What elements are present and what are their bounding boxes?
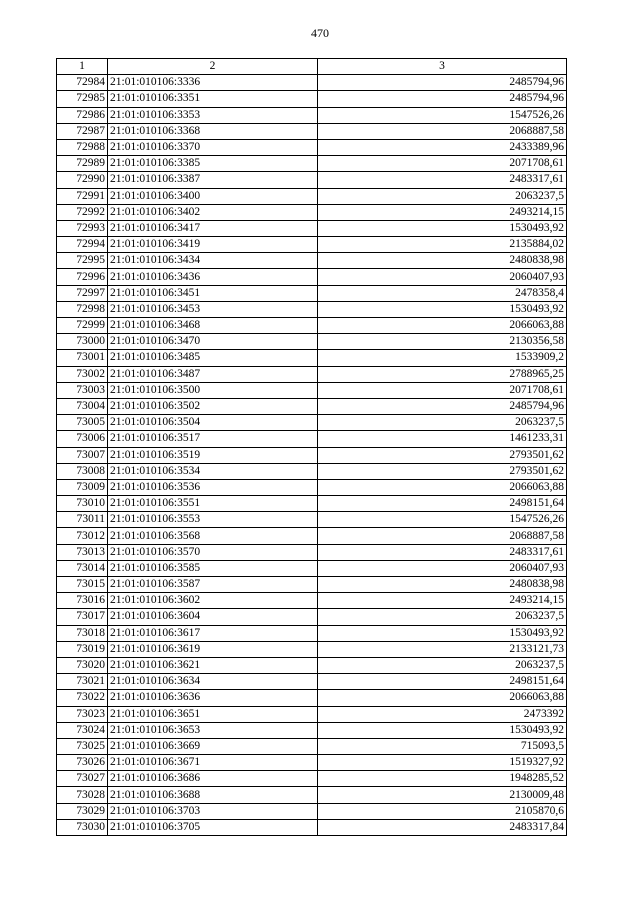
row-number: 72984	[57, 75, 108, 91]
table-row	[57, 318, 567, 334]
cadastral-value: 2498151,64	[318, 674, 567, 690]
row-number: 73008	[57, 463, 108, 479]
row-number: 73013	[57, 544, 108, 560]
cadastral-value: 2493214,15	[318, 204, 567, 220]
table-row	[57, 577, 567, 593]
column-header-value: 3	[318, 59, 567, 75]
cadastral-value: 1530493,92	[318, 722, 567, 738]
cadastral-value: 2473392	[318, 706, 567, 722]
cadastral-value: 2105870,6	[318, 803, 567, 819]
cadastral-number: 21:01:010106:3387	[108, 172, 318, 188]
table-row	[57, 123, 567, 139]
row-number: 72985	[57, 91, 108, 107]
cadastral-number: 21:01:010106:3417	[108, 220, 318, 236]
cadastral-value: 2485794,96	[318, 75, 567, 91]
header-row	[57, 59, 567, 75]
table-row	[57, 204, 567, 220]
cadastral-value: 1530493,92	[318, 301, 567, 317]
cadastral-value: 2130356,58	[318, 334, 567, 350]
cadastral-value: 2135884,02	[318, 237, 567, 253]
table-row	[57, 188, 567, 204]
table-row	[57, 803, 567, 819]
row-number: 72992	[57, 204, 108, 220]
cadastral-number: 21:01:010106:3686	[108, 771, 318, 787]
cadastral-number: 21:01:010106:3368	[108, 123, 318, 139]
cadastral-value: 1519327,92	[318, 755, 567, 771]
cadastral-number: 21:01:010106:3634	[108, 674, 318, 690]
cadastral-number: 21:01:010106:3436	[108, 269, 318, 285]
cadastral-value: 2483317,61	[318, 544, 567, 560]
row-number: 73020	[57, 657, 108, 673]
cadastral-value: 2063237,5	[318, 657, 567, 673]
table-row	[57, 496, 567, 512]
table-row	[57, 722, 567, 738]
cadastral-value: 2133121,73	[318, 641, 567, 657]
table-row	[57, 382, 567, 398]
table-row	[57, 755, 567, 771]
cadastral-value: 2060407,93	[318, 560, 567, 576]
cadastral-value: 2478358,4	[318, 285, 567, 301]
table-row	[57, 544, 567, 560]
cadastral-value: 1547526,26	[318, 107, 567, 123]
cadastral-value: 2130009,48	[318, 787, 567, 803]
row-number: 73018	[57, 625, 108, 641]
row-number: 72987	[57, 123, 108, 139]
cadastral-number: 21:01:010106:3705	[108, 819, 318, 835]
table-row	[57, 366, 567, 382]
row-number: 72988	[57, 139, 108, 155]
table-row	[57, 139, 567, 155]
cadastral-number: 21:01:010106:3385	[108, 156, 318, 172]
cadastral-number: 21:01:010106:3553	[108, 512, 318, 528]
column-header-cadastral-number: 2	[108, 59, 318, 75]
row-number: 73023	[57, 706, 108, 722]
cadastral-value-table	[56, 58, 567, 836]
cadastral-number: 21:01:010106:3419	[108, 237, 318, 253]
cadastral-number: 21:01:010106:3402	[108, 204, 318, 220]
cadastral-number: 21:01:010106:3336	[108, 75, 318, 91]
cadastral-number: 21:01:010106:3453	[108, 301, 318, 317]
cadastral-number: 21:01:010106:3370	[108, 139, 318, 155]
cadastral-number: 21:01:010106:3651	[108, 706, 318, 722]
cadastral-number: 21:01:010106:3617	[108, 625, 318, 641]
cadastral-number: 21:01:010106:3669	[108, 738, 318, 754]
cadastral-value: 1461233,31	[318, 431, 567, 447]
cadastral-number: 21:01:010106:3470	[108, 334, 318, 350]
table-row	[57, 350, 567, 366]
row-number: 72994	[57, 237, 108, 253]
table-row	[57, 819, 567, 835]
cadastral-value: 1547526,26	[318, 512, 567, 528]
cadastral-value: 2480838,98	[318, 253, 567, 269]
row-number: 73025	[57, 738, 108, 754]
table-row	[57, 771, 567, 787]
row-number: 73005	[57, 415, 108, 431]
cadastral-value: 2063237,5	[318, 609, 567, 625]
table-row	[57, 398, 567, 414]
cadastral-number: 21:01:010106:3602	[108, 593, 318, 609]
cadastral-number: 21:01:010106:3568	[108, 528, 318, 544]
table-row	[57, 738, 567, 754]
cadastral-value: 1530493,92	[318, 625, 567, 641]
cadastral-value: 2063237,5	[318, 415, 567, 431]
row-number: 72996	[57, 269, 108, 285]
row-number: 72991	[57, 188, 108, 204]
table-row	[57, 706, 567, 722]
cadastral-number: 21:01:010106:3604	[108, 609, 318, 625]
cadastral-number: 21:01:010106:3636	[108, 690, 318, 706]
row-number: 73017	[57, 609, 108, 625]
table-row	[57, 463, 567, 479]
table-row	[57, 415, 567, 431]
cadastral-number: 21:01:010106:3434	[108, 253, 318, 269]
table-row	[57, 512, 567, 528]
row-number: 72995	[57, 253, 108, 269]
cadastral-number: 21:01:010106:3353	[108, 107, 318, 123]
cadastral-value: 2485794,96	[318, 91, 567, 107]
cadastral-value: 2060407,93	[318, 269, 567, 285]
cadastral-number: 21:01:010106:3619	[108, 641, 318, 657]
cadastral-number: 21:01:010106:3688	[108, 787, 318, 803]
table-row	[57, 593, 567, 609]
table-row	[57, 237, 567, 253]
table-row	[57, 528, 567, 544]
cadastral-value: 2788965,25	[318, 366, 567, 382]
cadastral-value: 2433389,96	[318, 139, 567, 155]
row-number: 73021	[57, 674, 108, 690]
cadastral-number: 21:01:010106:3485	[108, 350, 318, 366]
row-number: 73028	[57, 787, 108, 803]
row-number: 72990	[57, 172, 108, 188]
cadastral-number: 21:01:010106:3671	[108, 755, 318, 771]
cadastral-value: 2480838,98	[318, 577, 567, 593]
row-number: 73001	[57, 350, 108, 366]
row-number: 72989	[57, 156, 108, 172]
table-row	[57, 609, 567, 625]
cadastral-number: 21:01:010106:3502	[108, 398, 318, 414]
cadastral-number: 21:01:010106:3487	[108, 366, 318, 382]
row-number: 73014	[57, 560, 108, 576]
table-row	[57, 641, 567, 657]
cadastral-value: 2066063,88	[318, 479, 567, 495]
table-row	[57, 301, 567, 317]
table-row	[57, 220, 567, 236]
cadastral-value: 2066063,88	[318, 690, 567, 706]
cadastral-value: 2066063,88	[318, 318, 567, 334]
table-row	[57, 479, 567, 495]
cadastral-number: 21:01:010106:3519	[108, 447, 318, 463]
cadastral-number: 21:01:010106:3451	[108, 285, 318, 301]
table-row	[57, 156, 567, 172]
row-number: 73010	[57, 496, 108, 512]
table-body	[57, 75, 567, 836]
row-number: 73030	[57, 819, 108, 835]
table-row	[57, 690, 567, 706]
table-row	[57, 269, 567, 285]
cadastral-value: 2483317,84	[318, 819, 567, 835]
cadastral-value: 2068887,58	[318, 123, 567, 139]
row-number: 73004	[57, 398, 108, 414]
row-number: 73006	[57, 431, 108, 447]
table-row	[57, 75, 567, 91]
cadastral-number: 21:01:010106:3351	[108, 91, 318, 107]
table-header	[57, 59, 567, 75]
cadastral-number: 21:01:010106:3621	[108, 657, 318, 673]
row-number: 73024	[57, 722, 108, 738]
cadastral-value: 2493214,15	[318, 593, 567, 609]
cadastral-number: 21:01:010106:3587	[108, 577, 318, 593]
cadastral-value: 2071708,61	[318, 382, 567, 398]
cadastral-value: 2485794,96	[318, 398, 567, 414]
table-row	[57, 285, 567, 301]
cadastral-number: 21:01:010106:3534	[108, 463, 318, 479]
row-number: 73002	[57, 366, 108, 382]
table-row	[57, 657, 567, 673]
row-number: 72993	[57, 220, 108, 236]
cadastral-number: 21:01:010106:3468	[108, 318, 318, 334]
cadastral-value: 1533909,2	[318, 350, 567, 366]
row-number: 72986	[57, 107, 108, 123]
cadastral-value: 1530493,92	[318, 220, 567, 236]
cadastral-value: 2068887,58	[318, 528, 567, 544]
table-row	[57, 91, 567, 107]
row-number: 73015	[57, 577, 108, 593]
cadastral-value: 2071708,61	[318, 156, 567, 172]
table-row	[57, 107, 567, 123]
table-row	[57, 447, 567, 463]
cadastral-number: 21:01:010106:3551	[108, 496, 318, 512]
cadastral-number: 21:01:010106:3570	[108, 544, 318, 560]
table-row	[57, 431, 567, 447]
table-row	[57, 674, 567, 690]
table-row	[57, 172, 567, 188]
row-number: 72997	[57, 285, 108, 301]
cadastral-value: 2793501,62	[318, 463, 567, 479]
cadastral-number: 21:01:010106:3517	[108, 431, 318, 447]
row-number: 73022	[57, 690, 108, 706]
cadastral-value: 715093,5	[318, 738, 567, 754]
cadastral-value: 2483317,61	[318, 172, 567, 188]
row-number: 73029	[57, 803, 108, 819]
row-number: 73027	[57, 771, 108, 787]
table-row	[57, 253, 567, 269]
cadastral-value: 2498151,64	[318, 496, 567, 512]
cadastral-number: 21:01:010106:3703	[108, 803, 318, 819]
table-row	[57, 625, 567, 641]
cadastral-number: 21:01:010106:3400	[108, 188, 318, 204]
cadastral-value: 2063237,5	[318, 188, 567, 204]
row-number: 73019	[57, 641, 108, 657]
table-row	[57, 787, 567, 803]
row-number: 73009	[57, 479, 108, 495]
row-number: 73012	[57, 528, 108, 544]
row-number: 72999	[57, 318, 108, 334]
cadastral-value: 2793501,62	[318, 447, 567, 463]
cadastral-number: 21:01:010106:3504	[108, 415, 318, 431]
cadastral-value: 1948285,52	[318, 771, 567, 787]
row-number: 73007	[57, 447, 108, 463]
cadastral-number: 21:01:010106:3536	[108, 479, 318, 495]
row-number: 73000	[57, 334, 108, 350]
row-number: 73016	[57, 593, 108, 609]
table-row	[57, 560, 567, 576]
cadastral-number: 21:01:010106:3585	[108, 560, 318, 576]
row-number: 73011	[57, 512, 108, 528]
row-number: 73003	[57, 382, 108, 398]
row-number: 73026	[57, 755, 108, 771]
column-header-number: 1	[57, 59, 108, 75]
cadastral-number: 21:01:010106:3500	[108, 382, 318, 398]
table-row	[57, 334, 567, 350]
page-number: 470	[311, 26, 329, 40]
cadastral-number: 21:01:010106:3653	[108, 722, 318, 738]
row-number: 72998	[57, 301, 108, 317]
